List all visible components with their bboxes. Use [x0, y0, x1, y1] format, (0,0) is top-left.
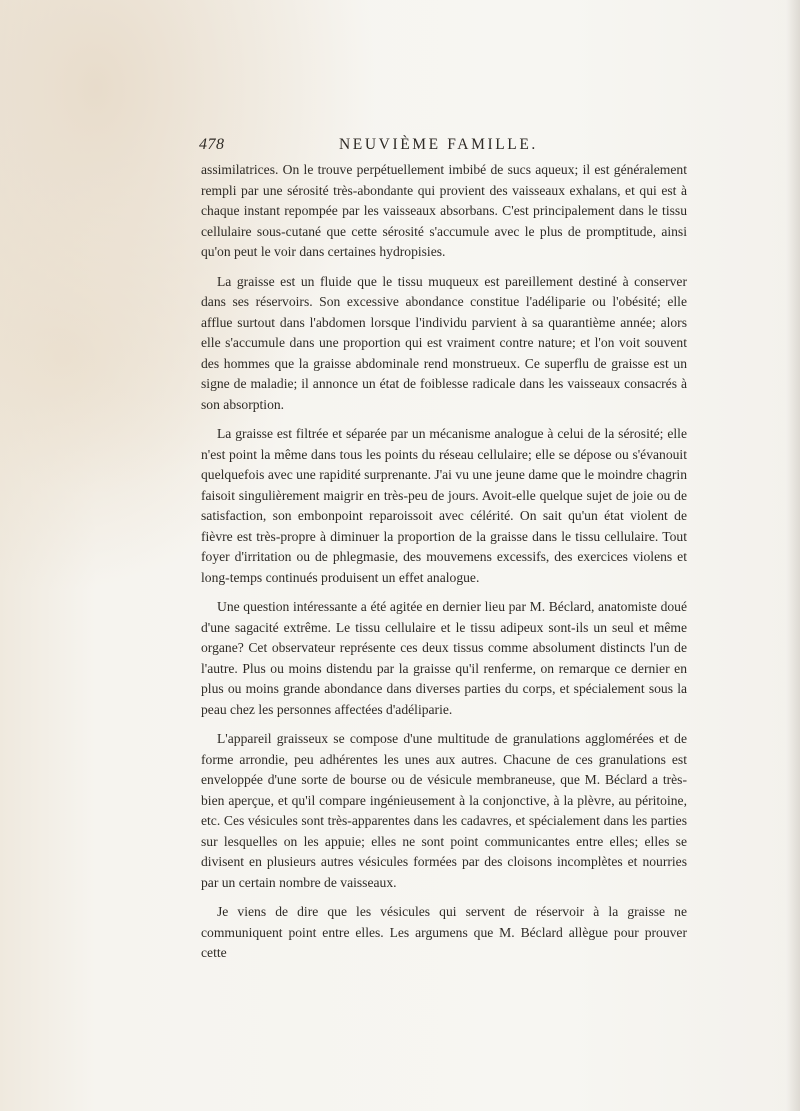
- paragraph: La graisse est un fluide que le tissu muqueux est pareillement destiné à conserver dans ses réservoirs. Son excessive abondance constitue l'adéliparie ou l'obésité; elle afflue surtout dans l'abdomen lorsque l'individu parvient à sa quarantième année; alors elle s'accumule dans une proportion qui est vraiment contre nature; et l'on voit souvent des hommes que la graisse abdominale rend monstrueux. Ce superflu de graisse est un signe de maladie; il annonce un état de foiblesse radicale dans les vaisseaux consacrés à son absorption.: [201, 273, 687, 412]
- body-text: [201, 160, 687, 973]
- paragraph: assimilatrices. On le trouve perpétuellement imbibé de sucs aqueux; il est généralement rempli par une sérosité très-abondante qui provient des vaisseaux exhalans, et qui est à chaque instant repompée par les vaisseaux absorbans. C'est principalement dans le tissu cellulaire sous-cutané que cette sérosité s'accumule avec le plus de promptitude, ainsi qu'on peut le voir dans certaines hydropisies.: [201, 162, 687, 259]
- page-header: [199, 136, 797, 160]
- running-title: NEUVIÈME FAMILLE.: [339, 136, 538, 153]
- paragraph: Je viens de dire que les vésicules qui servent de réservoir à la graisse ne communiquent point entre elles. Les argumens que M. Béclard allègue pour prouver cette: [201, 904, 687, 960]
- paragraph: Une question intéressante a été agitée en dernier lieu par M. Béclard, anatomiste doué d'une sagacité extrême. Le tissu cellulaire et le tissu adipeux sont-ils un seul et même organe? Cet observateur représente ces deux tissus comme absolument distincts l'un de l'autre. Plus ou moins distendu par la graisse qu'il renferme, on remarque ce dernier en plus ou moins grande abondance dans diverses parties du corps, et spécialement sous la peau chez les personnes affectées d'adéliparie.: [201, 599, 687, 717]
- paragraph: La graisse est filtrée et séparée par un mécanisme analogue à celui de la sérosité; elle n'est point la même dans tous les points du réseau cellulaire; elle se dépose ou s'évanouit quelquefois avec une rapidité surprenante. J'ai vu une jeune dame que le moindre chagrin faisoit singulièrement maigrir en très-peu de jours. Avoit-elle quelque sujet de joie ou de satisfaction, son embonpoint reparoissoit avec célérité. On sait qu'un état violent de fièvre est très-propre à diminuer la proportion de la graisse dans le tissu cellulaire. Tout foyer d'irritation ou de phlegmasie, des mouvemens excessifs, des exercices violens et long-temps continués produisent un effet analogue.: [201, 426, 687, 585]
- paragraph: L'appareil graisseux se compose d'une multitude de granulations agglomérées et de forme arrondie, peu adhérentes les unes aux autres. Chacune de ces granulations est enveloppée d'une sorte de bourse ou de vésicule membraneuse, que M. Béclard a très-bien aperçue, et qu'il compare ingénieusement à la conjonctive, à la plèvre, au péritoine, etc. Ces vésicules sont très-apparentes dans les cadavres, et spécialement dans les parties sur lesquelles on les appuie; elles ne sont point communicantes entre elles; elles se divisent en plusieurs autres vésicules formées par des cloisons incomplètes et nourries par un certain nombre de vaisseaux.: [201, 731, 687, 890]
- page-number: 478: [199, 136, 225, 153]
